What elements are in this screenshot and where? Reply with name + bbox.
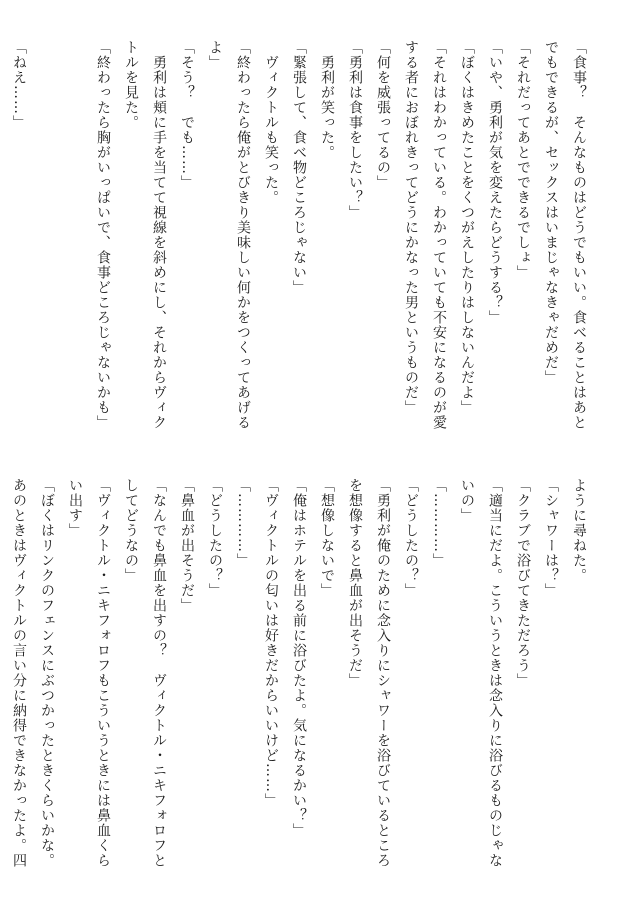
text-line: 「何を威張ってるの」 bbox=[375, 40, 391, 190]
text-line: 「適当にだよ。こういうときは念入りに浴びるものじゃな bbox=[487, 478, 503, 868]
text-line: 「…………」 bbox=[431, 478, 447, 568]
text-line bbox=[33, 40, 61, 445]
text-line bbox=[0, 478, 5, 863]
text-line bbox=[0, 40, 5, 445]
text-line: 「ヴィクトルの匂いは好きだからいいけど……」 bbox=[263, 478, 279, 808]
text-line: 「それはわかっている。わかっていても不安になるのが愛 bbox=[431, 40, 447, 430]
text-line: 「…………」 bbox=[235, 478, 251, 568]
text-line: 「終わったら胸がいっぱいで、食事どころじゃないかも」 bbox=[95, 40, 111, 430]
text-line: 「どうしたの？」 bbox=[403, 478, 419, 598]
text-line: あのときはヴィクトルの言い分に納得できなかったよ。四 bbox=[11, 478, 27, 868]
text-line: 「ねえ……」 bbox=[11, 40, 27, 130]
text-line: 「なんでも鼻血を出すの？ ヴィクトル・ニキフォロフと bbox=[151, 478, 167, 868]
text-line: 「いや、勇利が気を変えたらどうする？」 bbox=[487, 40, 503, 325]
text-line: 「ぼくはリンクのフェンスにぶつかったときくらいかな。 bbox=[39, 478, 55, 868]
text-line: 勇利が笑った。 bbox=[319, 40, 335, 160]
text-line: ヴィクトルも笑った。 bbox=[263, 40, 279, 205]
text-line: いの」 bbox=[459, 478, 475, 523]
text-line: 「勇利は食事をしたい？」 bbox=[347, 40, 363, 220]
text-line: でもできるが、セックスはいまじゃなきゃだめだ」 bbox=[543, 40, 559, 385]
text-block-bottom bbox=[11, 478, 593, 868]
text-line: 「想像しないで」 bbox=[319, 478, 335, 598]
text-line: い出す」 bbox=[67, 478, 83, 538]
text-block-top bbox=[11, 40, 593, 445]
text-line: 「鼻血が出そうだ」 bbox=[179, 478, 195, 613]
text-line: 「クラブで浴びてきただろう」 bbox=[515, 478, 531, 688]
text-line bbox=[61, 40, 89, 445]
text-line: 「ヴィクトル・ニキフォロフもこういうときには鼻血くら bbox=[95, 478, 111, 868]
text-line: 「緊張して、食べ物どころじゃない」 bbox=[291, 40, 307, 295]
text-line: トルを見た。 bbox=[123, 40, 139, 130]
text-line: してどうなの」 bbox=[123, 478, 139, 583]
text-line: 「終わったら俺がとびきり美味しい何かをつくってあげる bbox=[235, 40, 251, 430]
text-line: ように尋ねた。 bbox=[571, 478, 587, 583]
text-line: 「勇利が俺のために念入りにシャワーを浴びているところ bbox=[375, 478, 391, 868]
text-line: 「それだってあとでできるでしょ」 bbox=[515, 40, 531, 280]
text-line: 「シャワーは？」 bbox=[543, 478, 559, 598]
text-line: 「俺はホテルを出る前に浴びたよ。気になるかい？」 bbox=[291, 478, 307, 838]
text-line: 勇利は頬に手を当てて視線を斜めにし、それからヴィク bbox=[151, 40, 167, 430]
text-line: よ」 bbox=[207, 40, 223, 70]
text-line: 「食事？ そんなものはどうでもいい。食べることはあと bbox=[571, 40, 587, 430]
text-line: 「どうしたの？」 bbox=[207, 478, 223, 598]
text-line: 「そう？ でも……」 bbox=[179, 40, 195, 190]
text-line: する者におぼれきってどうにかなった男というものだ」 bbox=[403, 40, 419, 415]
text-line: を想像すると鼻血が出そうだ」 bbox=[347, 478, 363, 688]
text-line: 「ぼくはきめたことをくつがえしたりはしないんだよ」 bbox=[459, 40, 475, 415]
